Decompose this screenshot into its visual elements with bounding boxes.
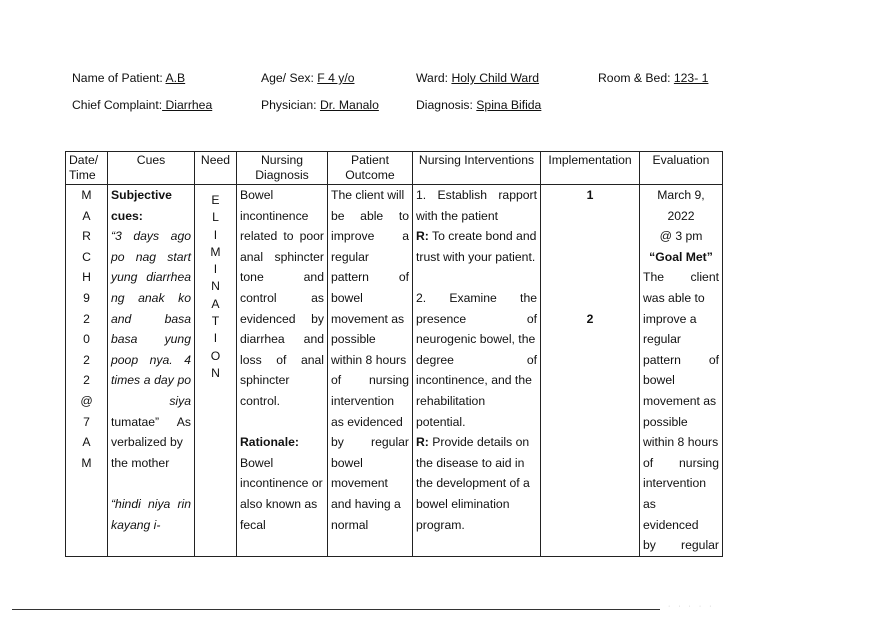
- implementation-number-1: 1: [586, 188, 594, 202]
- date-letter: H: [82, 270, 91, 285]
- diagnosis-field: [416, 98, 541, 112]
- header-need: Need: [195, 152, 237, 185]
- intervention-2-line: 2. Examine the: [416, 290, 537, 305]
- header-date-line: Date/: [69, 153, 99, 167]
- header-diagnosis-line-2: Diagnosis: [255, 168, 309, 182]
- evaluation-line: intervention: [643, 476, 707, 491]
- header-evaluation: Evaluation: [640, 152, 723, 185]
- cues-line: verbalized by: [111, 435, 183, 450]
- intervention-2-line: rehabilitation: [416, 393, 486, 408]
- date-letter: R: [82, 229, 91, 244]
- rationale-line: also known as: [240, 496, 318, 511]
- outcome-line: of nursing: [331, 373, 409, 388]
- diagnosis-line: related to poor: [240, 229, 324, 244]
- diagnosis-line: evidenced by: [240, 311, 324, 326]
- date-letter: A: [82, 208, 91, 223]
- cues-line: and basa: [111, 311, 191, 326]
- implementation-cell: [541, 185, 640, 557]
- cues-heading-cues: cues:: [111, 208, 143, 223]
- need-cell: [195, 185, 237, 557]
- rationale-2-label: R:: [416, 435, 429, 450]
- rationale-2-line: the development of a: [416, 476, 530, 491]
- rationale-1-label: R:: [416, 229, 429, 244]
- date-letter: 2: [83, 311, 90, 326]
- evaluation-line: evidenced: [643, 517, 699, 532]
- intervention-2-line: presence of: [416, 311, 537, 326]
- room-bed-field: [598, 71, 708, 85]
- cues-line: basa yung: [111, 332, 191, 347]
- evaluation-line: The client: [643, 270, 719, 285]
- cues-line: tumatae” As: [111, 414, 191, 429]
- date-letter: C: [82, 249, 91, 264]
- cues-line: yung diarrhea: [111, 270, 191, 285]
- rationale-1-text: To create bond and: [428, 229, 537, 244]
- date-time-cell: [66, 185, 108, 557]
- evaluation-line: pattern of: [643, 352, 719, 367]
- outcome-line: normal: [331, 517, 369, 532]
- cues-line: kayang i-: [111, 517, 161, 532]
- patient-name-label: Name of Patient:: [72, 71, 166, 85]
- cues-heading-subjective: Subjective: [111, 188, 172, 202]
- cues-line: “hindi niya rin: [111, 496, 191, 511]
- rationale-2-line: the disease to aid in: [416, 455, 525, 470]
- evaluation-date-line: March 9,: [657, 188, 705, 202]
- outcome-line: regular: [331, 249, 369, 264]
- header-outcome-line-1: Patient: [351, 153, 389, 167]
- outcome-line: bowel: [331, 455, 363, 470]
- rationale-1-line: trust with your patient.: [416, 249, 536, 264]
- intervention-2-line: degree of: [416, 352, 537, 367]
- diagnosis-line: control as: [240, 290, 324, 305]
- date-letter: 0: [83, 332, 90, 347]
- physician-label: Physician:: [261, 98, 320, 112]
- rationale-line: incontinence or: [240, 476, 323, 491]
- evaluation-line: was able to: [643, 290, 705, 305]
- header-time-line: Time: [69, 168, 96, 182]
- cues-line: po nag start: [111, 249, 191, 264]
- date-letter: 9: [83, 290, 90, 305]
- header-date-time: [66, 152, 108, 185]
- outcome-line: movement: [331, 476, 388, 491]
- need-letter: L: [212, 210, 219, 225]
- header-outcome-line-2: Outcome: [345, 168, 395, 182]
- evaluation-line: movement as: [643, 393, 717, 408]
- chief-complaint-field: [72, 98, 212, 112]
- outcome-line: intervention: [331, 393, 395, 408]
- diagnosis-line: anal sphincter: [240, 249, 324, 264]
- chief-complaint-value: Diarrhea: [162, 98, 213, 112]
- diagnosis-line: diarrhea and: [240, 332, 324, 347]
- need-letter: O: [210, 348, 221, 363]
- age-sex-value: F 4 y/o: [317, 71, 355, 85]
- diagnosis-line: loss of anal: [240, 352, 324, 367]
- diagnosis-line: incontinence: [240, 208, 309, 223]
- nursing-diagnosis-cell: [237, 185, 328, 557]
- cues-cell: [108, 185, 195, 557]
- evaluation-line: of nursing: [643, 455, 719, 470]
- diagnosis-line: control.: [240, 393, 280, 408]
- outcome-line: bowel: [331, 290, 363, 305]
- cues-line: siya: [169, 393, 191, 408]
- diagnosis-line: tone and: [240, 270, 324, 285]
- outcome-line: by regular: [331, 435, 409, 450]
- intervention-1-line: with the patient: [416, 208, 498, 223]
- outcome-line: The client will: [331, 188, 405, 202]
- age-sex-label: Age/ Sex:: [261, 71, 318, 85]
- evaluation-date-line: 2022: [667, 208, 695, 223]
- physician-value: Dr. Manalo: [319, 98, 379, 112]
- outcome-line: be able to: [331, 208, 409, 223]
- ward-value: Holy Child Ward: [451, 71, 540, 85]
- rationale-1-line: [416, 226, 537, 247]
- outcome-line: movement as: [331, 311, 405, 326]
- rationale-2-line: [416, 432, 537, 453]
- outcome-line: as evidenced: [331, 414, 403, 429]
- intervention-2-line: incontinence, and the: [416, 373, 532, 388]
- cues-line: poop nya. 4: [111, 352, 191, 367]
- diagnosis-line: sphincter: [240, 373, 290, 388]
- need-letter: I: [213, 331, 218, 346]
- ward-label: Ward:: [416, 71, 452, 85]
- evaluation-line: within 8 hours: [643, 435, 719, 450]
- need-letter: N: [211, 365, 220, 380]
- patient-name-field: [72, 71, 185, 85]
- date-letter: M: [81, 188, 92, 202]
- evaluation-line: improve a: [643, 311, 697, 326]
- rationale-line: fecal: [240, 517, 266, 532]
- cues-line: ng anak ko: [111, 290, 191, 305]
- chief-complaint-label: Chief Complaint:: [72, 98, 163, 112]
- need-letter: I: [213, 227, 218, 242]
- header-patient-outcome: [328, 152, 413, 185]
- evaluation-line: regular: [643, 332, 681, 347]
- rationale-label: Rationale:: [240, 435, 299, 450]
- rationale-line: Bowel: [240, 455, 274, 470]
- physician-field: [261, 98, 379, 112]
- cues-line: [111, 473, 191, 494]
- header-diagnosis-line-1: Nursing: [261, 153, 303, 167]
- outcome-line: possible: [331, 332, 376, 347]
- evaluation-cell: [640, 185, 723, 557]
- room-bed-label: Room & Bed:: [598, 71, 674, 85]
- ward-field: [416, 71, 539, 85]
- rationale-2-line: program.: [416, 517, 465, 532]
- table-row: [66, 185, 723, 557]
- evaluation-line: by regular: [643, 538, 719, 553]
- header-implementation: Implementation: [541, 152, 640, 185]
- intervention-2-line: potential.: [416, 414, 466, 429]
- evaluation-status: “Goal Met”: [649, 249, 713, 264]
- date-letter: M: [81, 455, 92, 470]
- rationale-2-text: Provide details on: [428, 435, 530, 450]
- header-nursing-interventions: Nursing Interventions: [413, 152, 541, 185]
- intervention-2-line: neurogenic bowel, the: [416, 332, 536, 347]
- need-letter: A: [211, 296, 220, 311]
- date-letter: 7: [83, 414, 90, 429]
- evaluation-line: as: [643, 496, 656, 511]
- evaluation-line: possible: [643, 414, 688, 429]
- table-header-row: [66, 152, 723, 185]
- age-sex-field: [261, 71, 355, 85]
- room-bed-value: 123- 1: [673, 71, 709, 85]
- date-letter: 2: [83, 352, 90, 367]
- evaluation-line: bowel: [643, 373, 675, 388]
- outcome-line: pattern of: [331, 270, 409, 285]
- need-letter: I: [213, 262, 218, 277]
- footer-mark: · · · · ·: [668, 603, 715, 610]
- implementation-number-2: 2: [586, 311, 594, 326]
- evaluation-date-line: @ 3 pm: [659, 229, 703, 244]
- cues-line: the mother: [111, 455, 170, 470]
- header-cues: Cues: [108, 152, 195, 185]
- cues-line: times a day po: [111, 373, 191, 388]
- intervention-1-line: 1. Establish rapport: [416, 188, 537, 202]
- outcome-line: and having a: [331, 496, 401, 511]
- patient-outcome-cell: [328, 185, 413, 557]
- nursing-care-plan-table: [65, 151, 723, 557]
- need-letter: N: [211, 279, 220, 294]
- header-nursing-diagnosis: [237, 152, 328, 185]
- need-letter: E: [211, 193, 220, 207]
- diagnosis-label: Diagnosis:: [416, 98, 477, 112]
- footer-divider: [12, 609, 660, 610]
- date-letter: A: [82, 435, 91, 450]
- nursing-interventions-cell: [413, 185, 541, 557]
- patient-name-value: A.B: [165, 71, 186, 85]
- diagnosis-value: Spina Bifida: [476, 98, 542, 112]
- need-letter: M: [210, 244, 221, 259]
- outcome-line: within 8 hours: [331, 352, 407, 367]
- diagnosis-line: Bowel: [240, 188, 274, 202]
- outcome-line: improve a: [331, 229, 409, 244]
- need-letter: T: [211, 314, 220, 329]
- date-letter: 2: [83, 373, 90, 388]
- date-letter: @: [80, 393, 93, 408]
- cues-line: “3 days ago: [111, 229, 191, 244]
- rationale-2-line: bowel elimination: [416, 496, 510, 511]
